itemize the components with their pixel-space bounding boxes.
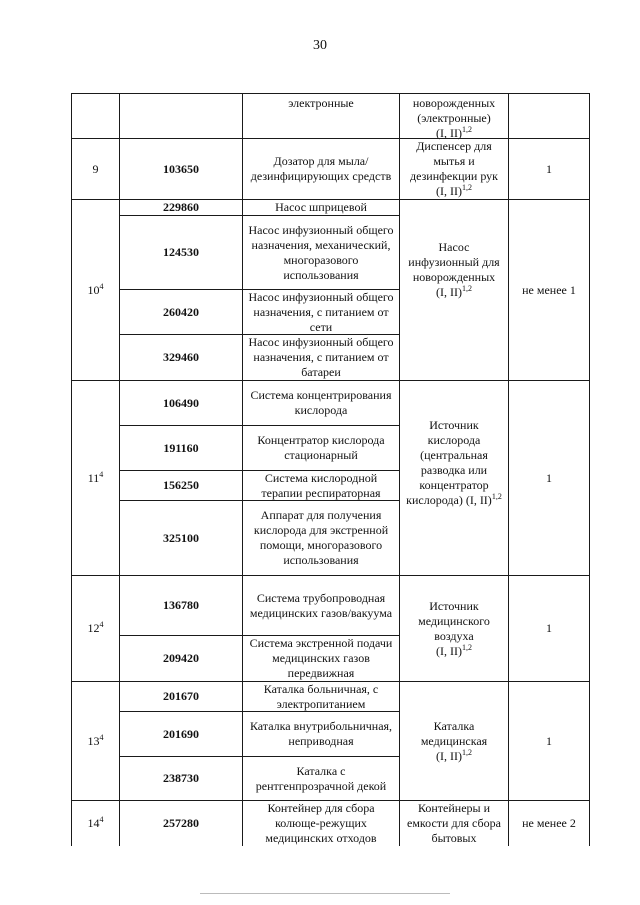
table-cell-code: 209420 bbox=[119, 635, 243, 682]
table-cell-name: Система концентрирования кислорода bbox=[242, 380, 400, 426]
equipment-table bbox=[72, 94, 590, 846]
table-cell-code: 103650 bbox=[119, 138, 243, 200]
table-cell-num: $11^4$ bbox=[71, 380, 120, 576]
table-cell-num: $13^4$ bbox=[71, 681, 120, 801]
table-cell-source: Контейнеры и емкости для сбора бытовых bbox=[399, 800, 509, 846]
table-cell-num bbox=[71, 93, 120, 139]
table-cell-name: Насос шприцевой bbox=[242, 199, 400, 216]
table-cell-source: Насос инфузионный для новорожденных (I, II)$^{1,2}$ bbox=[399, 199, 509, 381]
table-cell-name: Система трубопроводная медицинских газов/вакуума bbox=[242, 575, 400, 636]
table-cell-name: Насос инфузионный общего назначения, с питанием от сети bbox=[242, 289, 400, 335]
table-cell-num: $12^4$ bbox=[71, 575, 120, 682]
table-cell-name: Контейнер для сбора колюще-режущих медицинских отходов bbox=[242, 800, 400, 846]
table-cell-name: Насос инфузионный общего назначения, механический, многоразового использования bbox=[242, 215, 400, 290]
table-cell-code: 201690 bbox=[119, 711, 243, 757]
table-cell-name: Насос инфузионный общего назначения, с питанием от батареи bbox=[242, 334, 400, 381]
table-cell-source: Каталка медицинская (I, II)$^{1,2}$ bbox=[399, 681, 509, 801]
table-cell-name: Каталка внутрибольничная, неприводная bbox=[242, 711, 400, 757]
table-cell-source: новорожденных (электронные) (I, II)$^{1,2}$ bbox=[399, 93, 509, 139]
table-cell-code bbox=[119, 93, 243, 139]
table-cell-name: Система экстренной подачи медицинских газов передвижная bbox=[242, 635, 400, 682]
table-cell-name: Каталка с рентгенпрозрачной декой bbox=[242, 756, 400, 801]
table-cell-code: 106490 bbox=[119, 380, 243, 426]
table-cell-code: 191160 bbox=[119, 425, 243, 471]
table-cell-qty: 1 bbox=[508, 681, 590, 801]
scan-edge-line bbox=[200, 893, 450, 894]
table-cell-code: 260420 bbox=[119, 289, 243, 335]
table-cell-code: 156250 bbox=[119, 470, 243, 501]
table-cell-qty: 1 bbox=[508, 380, 590, 576]
table-cell-qty: 1 bbox=[508, 575, 590, 682]
table-cell-source: Источник медицинского воздуха (I, II)$^{1,2}$ bbox=[399, 575, 509, 682]
table-cell-name: электронные bbox=[242, 93, 400, 139]
table-cell-name: Концентратор кислорода стационарный bbox=[242, 425, 400, 471]
table-cell-qty bbox=[508, 93, 590, 139]
table-cell-name: Аппарат для получения кислорода для экстренной помощи, многоразового использования bbox=[242, 500, 400, 576]
table-cell-name: Дозатор для мыла/ дезинфицирующих средств bbox=[242, 138, 400, 200]
table-cell-num: $14^4$ bbox=[71, 800, 120, 846]
table-cell-code: 329460 bbox=[119, 334, 243, 381]
table-cell-code: 136780 bbox=[119, 575, 243, 636]
table-cell-code: 201670 bbox=[119, 681, 243, 712]
table-cell-code: 124530 bbox=[119, 215, 243, 290]
table-cell-source: Источник кислорода (центральная разводка или концентратор кислорода) (I, II)$^{1,2}$ bbox=[399, 380, 509, 576]
table-cell-num: $10^4$ bbox=[71, 199, 120, 381]
table-cell-num: 9 bbox=[71, 138, 120, 200]
table-cell-code: 325100 bbox=[119, 500, 243, 576]
table-cell-code: 238730 bbox=[119, 756, 243, 801]
table-cell-code: 257280 bbox=[119, 800, 243, 846]
table-cell-name: Каталка больничная, с электропитанием bbox=[242, 681, 400, 712]
table-cell-name: Система кислородной терапии респираторная bbox=[242, 470, 400, 501]
table-cell-code: 229860 bbox=[119, 199, 243, 216]
page-number: 30 bbox=[313, 38, 327, 53]
table-cell-qty: 1 bbox=[508, 138, 590, 200]
table-cell-qty: не менее 1 bbox=[508, 199, 590, 381]
table-cell-source: Диспенсер для мытья и дезинфекции рук (I, II)$^{1,2}$ bbox=[399, 138, 509, 200]
table-cell-qty: не менее 2 bbox=[508, 800, 590, 846]
